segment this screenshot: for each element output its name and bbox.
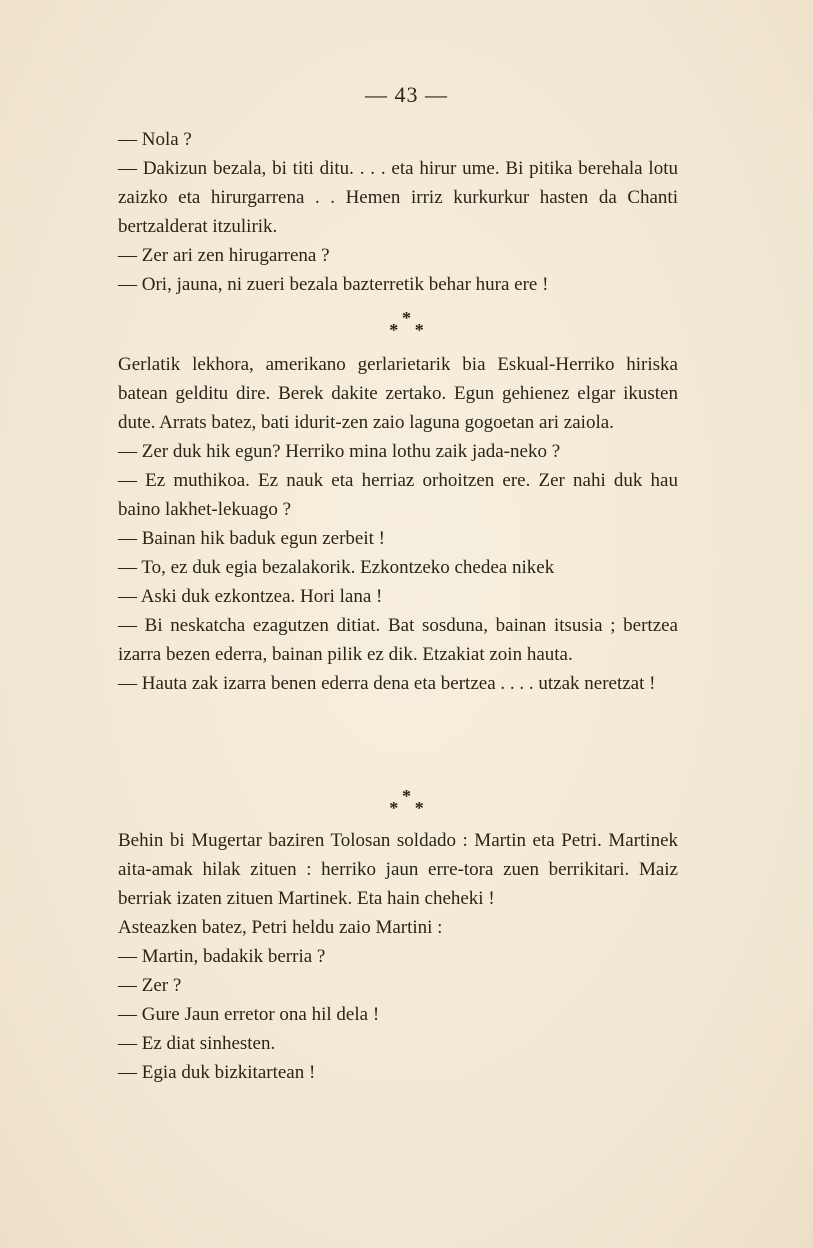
paragraph: — Gure Jaun erretor ona hil dela !: [118, 1004, 380, 1025]
asterism-divider: [0, 308, 813, 340]
paragraph: — Zer duk hik egun? Herriko mina lothu zaik jada-neko ?: [118, 441, 561, 462]
paragraph: — Ez diat sinhesten.: [118, 1033, 276, 1054]
asterism-divider: [0, 786, 813, 818]
paragraph: — To, ez duk egia bezalakorik. Ezkontzeko chedea nikek: [118, 557, 555, 578]
paragraph: Gerlatik lekhora, amerikano gerlarietarik bia Eskual-Herriko hiriska batean gelditu dire. Berek dakite zertako. Egun gehienez elgar ikusten dute. Arrats batez, bati idurit-zen zaio laguna gogoetan ari zaiola.: [118, 354, 678, 433]
paragraph: — Martin, badakik berria ?: [118, 946, 326, 967]
paragraph: — Ez muthikoa. Ez nauk eta herriaz orhoitzen ere. Zer nahi duk hau baino lakhet-lekuago ?: [118, 470, 678, 520]
paragraph: — Bi neskatcha ezagutzen ditiat. Bat sosduna, bainan itsusia ; bertzea izarra bezen ederra, bainan pilik ez dik. Etzakiat zoin hauta.: [118, 615, 678, 665]
paragraph: — Bainan hik baduk egun zerbeit !: [118, 528, 385, 549]
section-dialogue-2: [118, 350, 678, 698]
paragraph: Behin bi Mugertar baziren Tolosan soldado : Martin eta Petri. Martinek aita-amak hilak zituen : herriko jaun erre-tora zuen berrikitari. Maiz berriak izaten zituen Martinek. Eta hain cheheki !: [118, 830, 678, 909]
asterism-star: *: [402, 308, 411, 328]
asterism-stars: * *: [389, 798, 430, 818]
page-number: — 43 —: [365, 82, 448, 107]
section-dialogue-3: [118, 826, 678, 1087]
paragraph: — Zer ?: [118, 975, 182, 996]
paragraph: — Ori, jauna, ni zueri bezala bazterretik behar hura ere !: [118, 274, 549, 295]
asterism-star: *: [402, 786, 411, 806]
section-dialogue-1: [118, 125, 678, 299]
paragraph: — Egia duk bizkitartean !: [118, 1062, 316, 1083]
paragraph: — Nola ?: [118, 129, 192, 150]
asterism-stars: * *: [389, 320, 430, 340]
paragraph: — Zer ari zen hirugarrena ?: [118, 245, 330, 266]
paragraph: — Dakizun bezala, bi titi ditu. . . . eta hirur ume. Bi pitika berehala lotu zaizko eta hirurgarrena . . Hemen irriz kurkurkur hasten da Chanti bertzalderat itzulirik.: [118, 158, 678, 237]
paragraph: — Aski duk ezkontzea. Hori lana !: [118, 586, 383, 607]
paragraph: — Hauta zak izarra benen ederra dena eta bertzea . . . . utzak neretzat !: [118, 673, 656, 694]
paragraph: Asteazken batez, Petri heldu zaio Martini :: [118, 917, 443, 938]
